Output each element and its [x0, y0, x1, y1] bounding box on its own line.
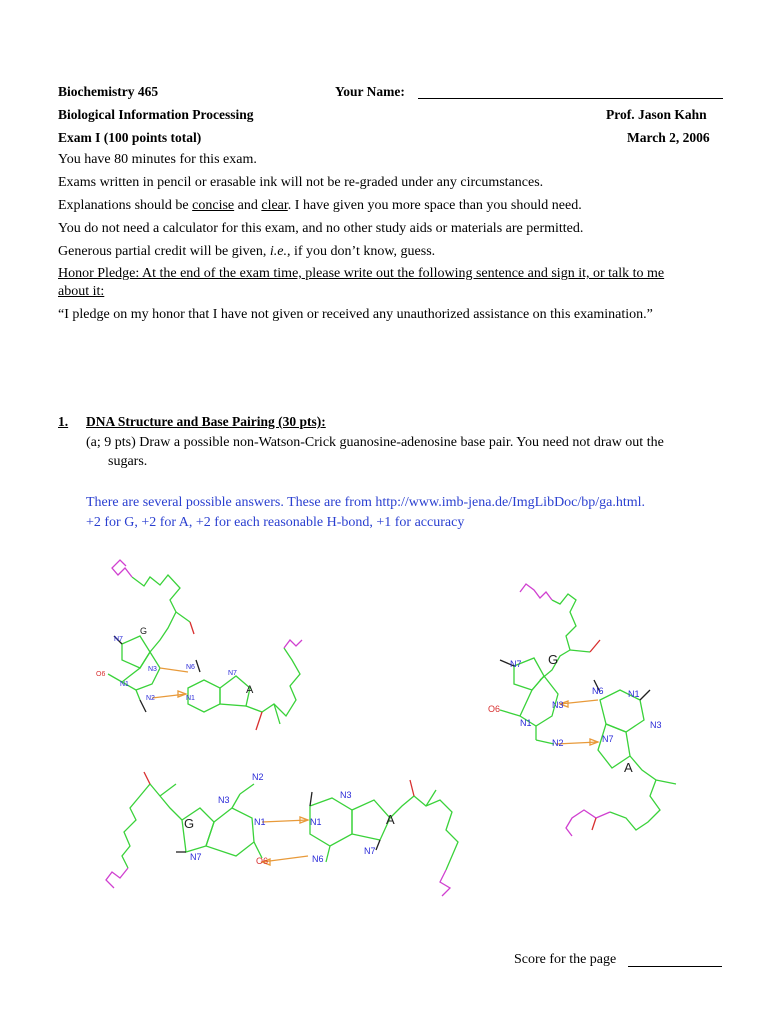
course-title: Biological Information Processing — [58, 107, 254, 122]
answer-note-line1: There are several possible answers. These are from http://www.imb-jena.de/ImgLibDoc/bp/ga.html. — [86, 495, 646, 510]
exam-date: March 2, 2006 — [627, 130, 710, 145]
s3-label-n2: N2 — [252, 772, 264, 782]
credit-ie: i.e. — [269, 244, 287, 259]
s2-label-n1a: N1 — [628, 689, 640, 699]
s3-label-o6: O6 — [256, 856, 269, 866]
score-blank-line[interactable] — [628, 966, 722, 967]
s2-label-n1: N1 — [520, 718, 532, 728]
instruction-pencil: Exams written in pencil or erasable ink will not be re-graded under any circumstances. — [58, 175, 544, 190]
course-name: Biochemistry 465 — [58, 84, 159, 99]
s1-label-g: G — [140, 626, 148, 636]
s2-label-n7: N7 — [510, 659, 522, 669]
exam-title: Exam I (100 points total) — [58, 130, 202, 145]
s1-label-n1: N1 — [120, 681, 129, 688]
name-label: Your Name: — [335, 84, 405, 99]
s1-g-ring5 — [122, 636, 150, 668]
s3-a-ring5 — [352, 800, 390, 840]
s3-hbond-upper — [262, 820, 308, 822]
expl-pre: Explanations should be — [58, 198, 193, 213]
s1-label-a: A — [246, 684, 254, 696]
s3-label-a: A — [386, 812, 395, 827]
s2-a-sugar — [610, 756, 660, 830]
professor-name: Prof. Jason Kahn — [606, 107, 707, 122]
instruction-calculator: You do not need a calculator for this exam, and no other study aids or materials are permitted. — [58, 221, 584, 236]
s1-label-n7: N7 — [114, 636, 123, 643]
s1-labels — [96, 626, 254, 702]
expl-clear: clear — [261, 198, 288, 213]
credit-pre: Generous partial credit will be given, — [58, 244, 270, 259]
s3-label-n3: N3 — [218, 795, 230, 805]
instruction-time: You have 80 minutes for this exam. — [58, 152, 257, 167]
expl-concise: concise — [192, 198, 235, 213]
s3-label-n3a: N3 — [340, 790, 352, 800]
part-a-line2: sugars. — [108, 454, 148, 469]
s1-g-phosphate — [112, 560, 132, 577]
s3-a-sugar — [390, 796, 458, 870]
s1-hbond-upper — [160, 668, 188, 672]
s2-label-o6: O6 — [488, 704, 501, 714]
s2-a-phosphate — [566, 810, 610, 836]
honor-pledge-line1: Honor Pledge: At the end of the exam time, please write out the following sentence and sign it, or talk to me — [58, 266, 665, 281]
s1-label-o6: O6 — [96, 671, 106, 678]
expl-and: and — [234, 198, 262, 213]
s3-g-ring6 — [206, 808, 254, 856]
s2-label-n3a: N3 — [650, 720, 662, 730]
s1-label-n3: N3 — [148, 666, 157, 673]
s3-a-phosphate — [440, 870, 450, 896]
s2-label-n2: N2 — [552, 738, 564, 748]
part-a-line1: (a; 9 pts) Draw a possible non-Watson-Crick guanosine-adenosine base pair. You need not draw out the — [86, 435, 664, 450]
honor-pledge-line2: about it: — [58, 284, 105, 299]
s1-g-sugar — [132, 575, 180, 652]
s3-labels — [184, 772, 395, 866]
structure-right — [500, 584, 676, 836]
s1-label-n2: N2 — [146, 695, 155, 702]
structure-top-left — [108, 560, 302, 730]
pledge-sentence: “I pledge on my honor that I have not given or received any unauthorized assistance on this examination.” — [58, 307, 653, 322]
credit-post: , if you don’t know, guess. — [286, 244, 436, 259]
s3-label-n6: N6 — [312, 854, 324, 864]
s2-label-n3: N3 — [552, 700, 564, 710]
answer-note-line2: +2 for G, +2 for A, +2 for each reasonable H-bond, +1 for accuracy — [86, 515, 465, 530]
s3-g-sugar — [122, 784, 182, 868]
s1-label-n1a: N1 — [186, 695, 195, 702]
s3-label-n1a: N1 — [310, 817, 322, 827]
s2-label-a: A — [624, 760, 633, 775]
s3-label-n7a: N7 — [364, 846, 376, 856]
s2-label-n6: N6 — [592, 686, 604, 696]
question-title: DNA Structure and Base Pairing (30 pts): — [86, 414, 326, 429]
s3-label-g: G — [184, 816, 195, 831]
s2-g-sugar — [540, 594, 576, 680]
expl-post: . I have given you more space than you should need. — [287, 198, 582, 213]
score-label: Score for the page — [514, 952, 617, 967]
s2-g-phosphate — [520, 584, 552, 600]
s1-a-sugar — [246, 648, 300, 716]
s2-label-n7a: N7 — [602, 734, 614, 744]
s3-label-n1: N1 — [254, 817, 266, 827]
s2-label-g: G — [548, 652, 559, 667]
s1-label-n7a: N7 — [228, 670, 237, 677]
s3-g-phosphate — [106, 868, 128, 888]
s1-a-phosphate — [284, 640, 302, 648]
s1-label-n6: N6 — [186, 664, 195, 671]
structure-bottom — [106, 772, 458, 896]
s3-label-n7: N7 — [190, 852, 202, 862]
question-number: 1. — [58, 414, 69, 429]
